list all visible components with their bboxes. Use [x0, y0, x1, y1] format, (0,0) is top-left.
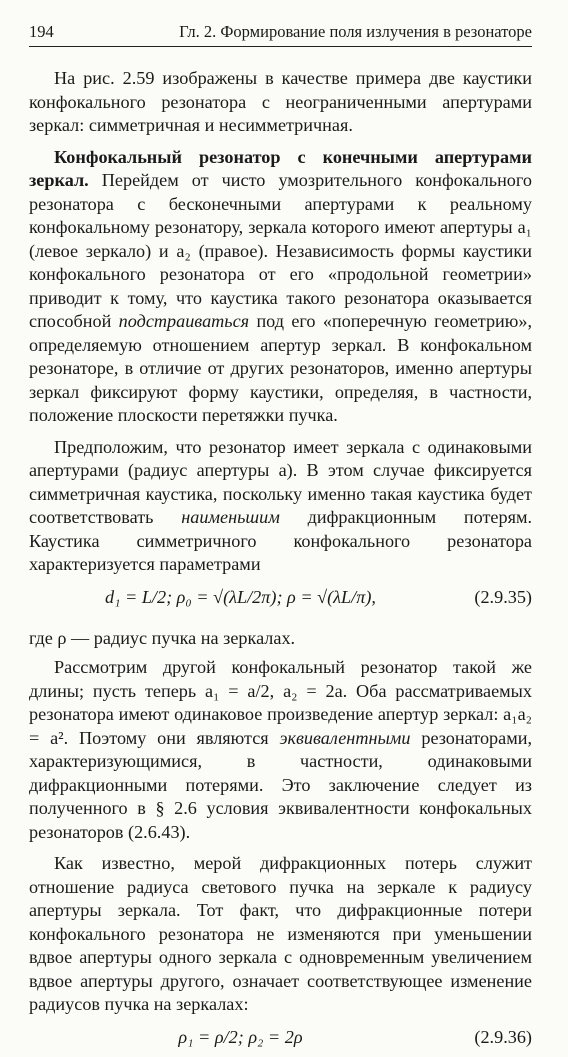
paragraph-equivalent-resonators — [29, 656, 532, 844]
paragraph-diffraction-losses — [29, 852, 532, 1017]
paragraph-text: где ρ — радиус пучка на зеркалах. — [29, 627, 296, 648]
paragraph-text: Рассмотрим другой конфокальный резонатор такой же длины; пусть теперь a₁ = a/2, a₂ = 2a. Оба рассматриваемых резонатора имеют одинаковое произведение апертур зеркал: a₁a₂ = a². Поэтому они являются — [29, 657, 532, 748]
running-title: Гл. 2. Формирование поля излучения в резонаторе — [179, 22, 532, 41]
paragraph-finite-apertures — [29, 146, 532, 428]
paragraph-text: дифракционным потерям. Каустика симметричного конфокального резонатора характеризуется параметрами — [29, 507, 532, 574]
page-header — [29, 22, 532, 47]
emphasis-text: наименьшим — [181, 507, 280, 527]
paragraph-text: под его «поперечную геометрию», определяемую отношением апертур зеркал. В конфокальном резонаторе, в отличие от других резонаторов, именно апертуры зеркал фиксируют форму каустики, определяя, в частности, положение плоскости перетяжки пучка. — [29, 311, 533, 425]
paragraph-text: Предположим, что резонатор имеет зеркала с одинаковыми апертурами (радиус апертуры a). В этом случае фиксируется симметричная каустика, поскольку именно такая каустика будет соответствовать — [29, 436, 532, 527]
paragraph-symmetric-caustic — [29, 436, 532, 577]
paragraph-text: Перейдем от чисто умозрительного конфокального резонатора с бесконечными апертурами к реальному конфокальному резонатору, зеркала которого имеют апертуры a₁ (левое зеркало) и a₂ (правое). Независимость формы каустики конфокального резонатора от его «продольной геометрии» приводит к тому, что каустика такого резонатора оказывается способной — [29, 170, 532, 331]
emphasis-text: эквивалентными — [279, 727, 411, 748]
page-number: 194 — [29, 22, 54, 41]
formula-expression: ρ₁ = ρ/2; ρ₂ = 2ρ — [178, 1026, 303, 1047]
formula-2-9-36 — [29, 1027, 532, 1057]
formula-number: (2.9.35) — [474, 586, 532, 607]
paragraph-caustics-example — [29, 67, 532, 138]
formula-expression: d₁ = L/2; ρ₀ = √(λL/2π); ρ = √(λL/π), — [105, 586, 376, 607]
paragraph-rho-definition — [29, 627, 532, 651]
emphasis-text: подстраиваться — [118, 311, 250, 331]
section-heading: Конфокальный резонатор с конечными апертурами зеркал. — [29, 146, 532, 190]
paragraph-text: На рис. 2.59 изображены в качестве примера две каустики конфокального резонатора с неограниченными апертурами зеркал: симметричная и несимметричная. — [29, 68, 532, 135]
formula-2-9-35 — [29, 587, 532, 617]
formula-number: (2.9.36) — [474, 1026, 532, 1047]
paragraph-text: Как известно, мерой дифракционных потерь служит отношение радиуса светового пучка на зеркале к радиусу апертуры зеркала. Тот факт, что дифракционные потери конфокального резонатора не изменяются при уменьшении вдвое апертуры одного зеркала с одновременным увеличением вдвое апертуры другого, означает соответствующее изменение радиусов пучка на зеркалах: — [29, 853, 532, 1014]
paragraph-text: резонаторами, характеризующимися, в частности, одинаковыми дифракционными потерями. Это заключение следует из полученного в § 2.6 условия эквивалентности конфокальных резонаторов (2.6.43). — [29, 727, 532, 842]
